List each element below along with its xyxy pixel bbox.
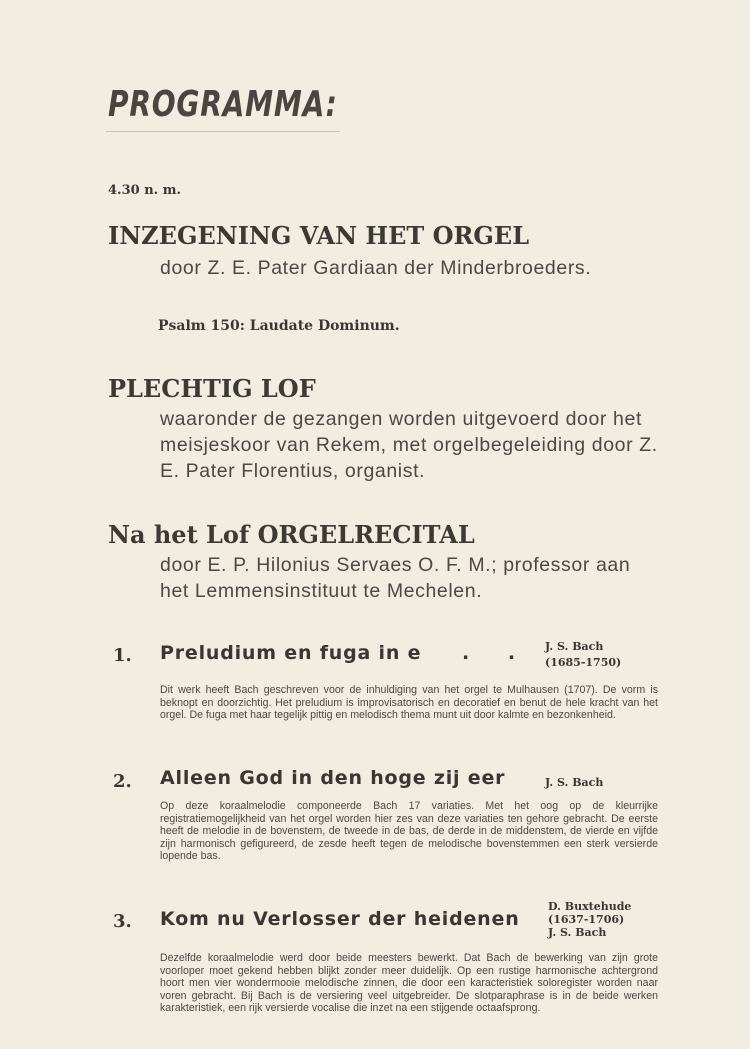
piece-title: Alleen God in den hoge zij eer — [160, 767, 506, 789]
piece-dates: (1637-1706) — [548, 913, 625, 926]
piece-composer: J. S. Bach — [545, 776, 604, 789]
title-underline — [106, 131, 340, 132]
piece-number: 2. — [113, 771, 132, 792]
piece-note: Dezelfde koraalmelodie werd door beide meesters bewerkt. Dat Bach de bewerking van zijn grote voorloper moet gekend hebben blijkt zonder meer duidelijk. Op een rustige harmonische achtergrond hoort men vier wondermooie melodische zinnen, die door een karacteristiek soloregister worden naar voren gebracht. Bij Bach is de versiering veel uitgebreider. De slotparaphrase is in de beide werken karakteristiek, een rijk versierde vocalise die inzet na een stijgende octaafsprong. — [160, 952, 658, 1015]
piece-note: Op deze koraalmelodie componeerde Bach 17 variaties. Met het oog op de kleurrijke registratiemogelijkheid van het orgel worden hier zes van deze variaties ten gehore gebracht. De eerste heeft de melodie in de bovenstem, de tweede in de bas, de derde in de middenstem, de vierde en vijfde zijn harmonisch gefigureerd, de zesde heeft tegen de melodische bovenstemmen een sterk versierde lopende bas. — [160, 800, 658, 863]
piece-composer-2: J. S. Bach — [548, 926, 607, 939]
section-text-lof: waaronder de gezangen worden uitgevoerd door het meisjeskoor van Rekem, met orgelbegeleiding door Z. E. Pater Florentius, organist. — [160, 408, 658, 482]
piece-leader-dots: . . — [462, 642, 532, 664]
section-text-recital: door E. P. Hilonius Servaes O. F. M.; professor aan het Lemmensinstituut te Mechelen. — [160, 554, 631, 602]
piece-title: Kom nu Verlosser der heidenen — [160, 908, 520, 930]
section-title-lof: PLECHTIG LOF — [108, 374, 316, 403]
piece-composer: D. Buxtehude — [548, 900, 632, 913]
piece-number: 3. — [113, 911, 132, 932]
psalm-line: Psalm 150: Laudate Dominum. — [158, 318, 400, 334]
piece-note: Dit werk heeft Bach geschreven voor de inhuldiging van het orgel te Mulhausen (1707). De vorm is beknopt en doorzichtig. Het preludium is improvisatorisch en decoratief en benut de hele kracht van het orgel. De fuga met haar tegelijk pittig en melodisch thema munt uit door kalmte en bezonkenheid. — [160, 684, 658, 722]
piece-number: 1. — [113, 645, 132, 666]
start-time: 4.30 n. m. — [108, 183, 181, 198]
piece-title: Preludium en fuga in e — [160, 642, 422, 664]
page-title: PROGRAMMA: — [108, 84, 338, 125]
section-title-inzegening: INZEGENING VAN HET ORGEL — [108, 221, 530, 250]
piece-composer: J. S. Bach — [545, 640, 604, 653]
piece-dates: (1685-1750) — [545, 656, 622, 669]
section-text-inzegening: door Z. E. Pater Gardiaan der Minderbroeders. — [160, 257, 592, 279]
section-title-recital: Na het Lof ORGELRECITAL — [108, 520, 475, 549]
